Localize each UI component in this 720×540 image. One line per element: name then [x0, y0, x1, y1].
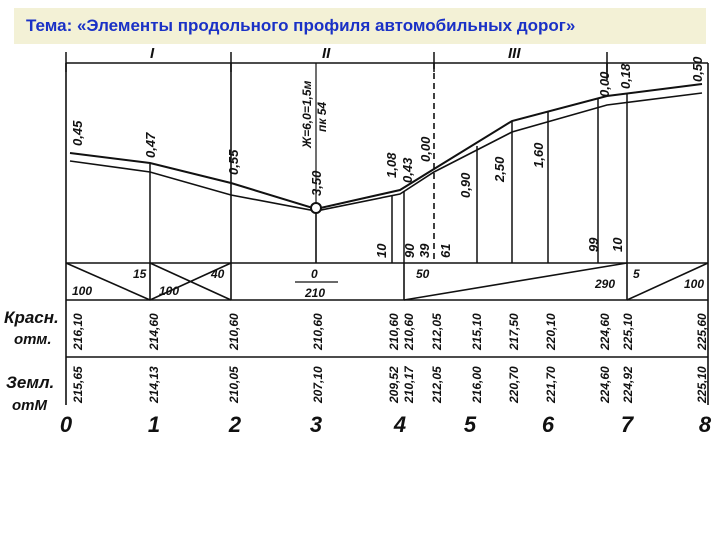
ground-elevation: 209,52: [387, 366, 401, 403]
section-dimension-line: [66, 52, 708, 72]
lower-value: 39: [417, 243, 432, 258]
picket-number: 4: [393, 412, 407, 437]
slope-value: 0: [311, 267, 318, 281]
picket-number: 2: [228, 412, 242, 437]
red-elevation: 212,05: [430, 313, 444, 350]
ground-elevation: 220,70: [507, 366, 521, 403]
profile-lines: [70, 84, 702, 213]
top-value: 0,43: [400, 157, 415, 183]
red-elevation-label-line2: отм.: [14, 331, 52, 348]
lower-value: 10: [610, 237, 625, 252]
red-elevation: 210,60: [227, 313, 241, 350]
ground-elevation-label-line1: Земл.: [6, 373, 55, 392]
lower-value: 10: [374, 243, 389, 258]
picket-number: 3: [309, 412, 323, 437]
section-label-3: III: [508, 45, 521, 62]
top-value: 0,18: [618, 63, 633, 89]
slope-value: 100: [72, 284, 93, 298]
red-elevation: 220,10: [544, 313, 558, 350]
lower-value: 61: [438, 243, 453, 258]
red-elevation: 210,60: [311, 313, 325, 350]
slope-value: 210: [305, 286, 326, 300]
ground-elevation: 207,10: [311, 366, 325, 403]
ground-elevation-label-line2: отМ: [12, 397, 47, 414]
curve-parameter-2: пк 54: [315, 101, 329, 132]
slope-value: 50: [416, 267, 430, 281]
vertical-curve-marker: [311, 203, 321, 213]
curve-parameter-1: Ж=6,0=1,5м: [300, 80, 314, 148]
red-elevation: 225,10: [621, 313, 635, 350]
ground-elevation: 224,92: [621, 366, 635, 403]
picket-number: 8: [698, 412, 712, 437]
red-elevation: 210,60: [387, 313, 401, 350]
picket-number: 5: [463, 412, 477, 437]
section-label-2: II: [322, 45, 331, 62]
lower-value: 99: [586, 237, 601, 252]
red-elevation: 217,50: [507, 313, 521, 350]
slope-value: 40: [211, 267, 225, 281]
picket-number: 6: [541, 412, 555, 437]
slide-title: Тема: «Элементы продольного профиля автомобильных дорог»: [26, 16, 576, 35]
red-elevation: 215,10: [470, 313, 484, 350]
top-value: 0,00: [597, 71, 612, 97]
top-value: 2,50: [492, 156, 507, 182]
ground-elevation: 216,00: [470, 366, 484, 403]
top-value: 0,55: [226, 149, 241, 175]
picket-number: 0: [59, 412, 73, 437]
ground-elevation: 214,13: [147, 366, 161, 403]
red-elevation: 216,10: [71, 313, 85, 350]
ground-elevation: 225,10: [695, 366, 709, 403]
lower-value: 90: [402, 243, 417, 258]
slope-value: 15: [133, 267, 147, 281]
ground-elevation: 221,70: [544, 366, 558, 403]
ground-elevation: 215,65: [71, 366, 85, 403]
picket-number: 7: [620, 412, 634, 437]
red-elevation-label-line1: Красн.: [4, 308, 59, 327]
ground-elevation: 212,05: [430, 366, 444, 403]
ground-elevation: 224,60: [598, 366, 612, 403]
top-value: 1,08: [384, 152, 399, 178]
top-value: 0,90: [458, 172, 473, 198]
red-elevation: 210,60: [402, 313, 416, 350]
top-value: 3,50: [309, 170, 324, 196]
slope-value: 100: [684, 277, 705, 291]
top-value: 1,60: [531, 142, 546, 168]
red-elevation: 214,60: [147, 313, 161, 350]
slope-value: 5: [633, 267, 640, 281]
slope-value: 100: [159, 284, 180, 298]
red-elevation: 224,60: [598, 313, 612, 350]
ground-line: [70, 84, 702, 209]
slope-value: 290: [595, 277, 616, 291]
ground-elevation: 210,05: [227, 366, 241, 403]
top-value: 0,00: [418, 136, 433, 162]
top-value: 0,50: [690, 56, 705, 82]
top-value: 0,45: [70, 120, 85, 146]
red-elevation: 225,60: [695, 313, 709, 350]
section-label-1: I: [150, 45, 155, 62]
drawing-frame: [66, 63, 708, 405]
top-value: 0,47: [143, 132, 158, 158]
ground-elevation: 210,17: [402, 366, 416, 403]
picket-number: 1: [147, 412, 161, 437]
